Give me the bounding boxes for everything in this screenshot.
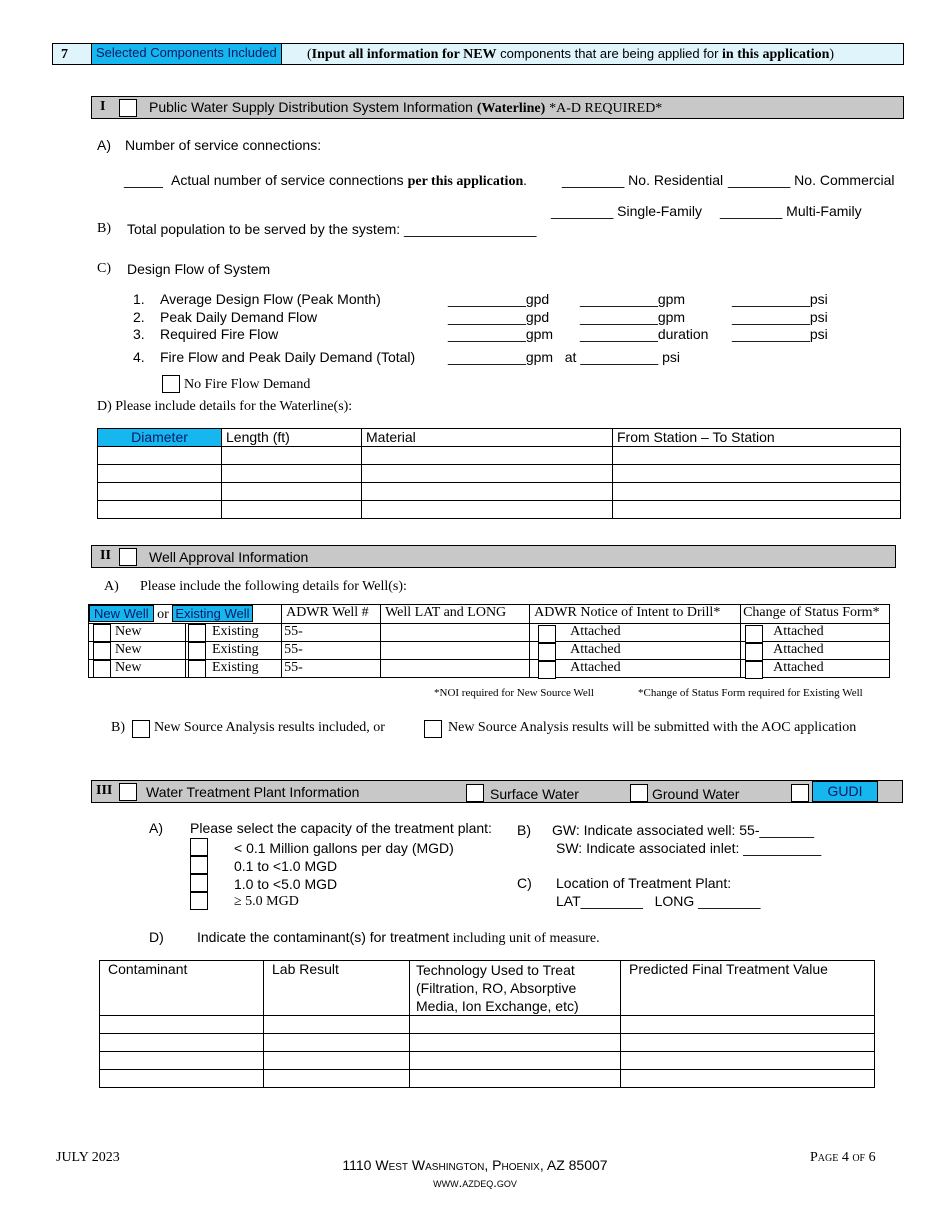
well-existing-cell[interactable] <box>186 624 282 642</box>
I-A-multi-family[interactable]: ________ Multi-Family <box>720 203 862 219</box>
section-II-title: Well Approval Information <box>149 549 309 565</box>
well-noi-label: Attached <box>570 642 621 657</box>
table-cell[interactable] <box>410 1070 621 1088</box>
footer-page: Page 4 of 6 <box>810 1150 876 1165</box>
section-note <box>307 46 834 63</box>
well-header-existing: Existing Well <box>172 605 252 622</box>
table-cell[interactable] <box>621 1016 875 1034</box>
III-A-label: A) <box>149 820 163 836</box>
gudi-label: GUDI <box>812 781 878 802</box>
section-III-roman: III <box>96 783 113 798</box>
table-cell[interactable] <box>613 501 901 519</box>
I-A-commercial[interactable]: ________ No. Commercial <box>728 172 895 188</box>
well-header-adwr: ADWR Well # <box>282 605 381 624</box>
III-D-text-tail: including unit of measure. <box>449 931 600 946</box>
table-cell[interactable] <box>264 1016 410 1034</box>
flow-num: 4. <box>133 349 145 365</box>
footer-website[interactable]: www.azdeq.gov <box>433 1175 517 1190</box>
well-new-cell[interactable] <box>89 624 186 642</box>
well-cos-label: Attached <box>773 660 824 675</box>
well-header-latlong: Well LAT and LONG <box>381 605 530 624</box>
well-noi-label: Attached <box>570 660 621 675</box>
table-cell[interactable] <box>98 501 222 519</box>
ground-water-checkbox[interactable] <box>630 784 648 802</box>
II-B-option-2: New Source Analysis results will be submitted with the AOC application <box>448 720 857 735</box>
capacity-checkbox[interactable] <box>190 892 208 910</box>
contaminant-header-name: Contaminant <box>100 961 264 1016</box>
footer-address: 1110 West Washington, Phoenix, AZ 85007 <box>342 1157 608 1173</box>
well-header-noi: ADWR Notice of Intent to Drill* <box>530 605 741 624</box>
footnote-noi: *NOI required for New Source Well <box>434 687 594 699</box>
new-source-submit-checkbox[interactable] <box>424 720 442 738</box>
capacity-option: ≥ 5.0 MGD <box>234 894 299 909</box>
I-A-per-app: per this application <box>407 174 524 189</box>
table-cell[interactable] <box>222 465 362 483</box>
flow-num: 3. <box>133 326 145 342</box>
existing-checkbox[interactable] <box>188 624 206 642</box>
flow-label: Required Fire Flow <box>160 326 279 342</box>
section-II-roman: II <box>100 548 111 563</box>
III-B-label: B) <box>517 822 531 838</box>
surface-water-checkbox[interactable] <box>466 784 484 802</box>
III-A-text: Please select the capacity of the treatment plant: <box>190 820 492 836</box>
I-A-actual <box>171 172 527 190</box>
flow-field-2[interactable]: __________gpm <box>580 291 686 307</box>
well-cos-label: Attached <box>773 642 824 657</box>
III-C-text: Location of Treatment Plant: <box>556 875 732 891</box>
well-number-cell[interactable]: 55- <box>282 624 381 642</box>
table-cell[interactable] <box>100 1052 264 1070</box>
table-cell[interactable] <box>362 447 613 465</box>
well-cos-cell[interactable] <box>741 660 890 678</box>
well-new-label: New <box>115 624 142 639</box>
well-existing-label: Existing <box>212 624 259 639</box>
table-cell[interactable] <box>410 1034 621 1052</box>
III-C-label: C) <box>517 875 532 891</box>
well-cos-cell[interactable] <box>741 624 890 642</box>
table-row <box>98 501 901 519</box>
note-close: ) <box>829 47 835 62</box>
well-new-cell[interactable] <box>89 660 186 678</box>
table-cell[interactable] <box>100 1016 264 1034</box>
waterline-header-station: From Station – To Station <box>613 429 901 447</box>
capacity-checkbox[interactable] <box>190 838 208 856</box>
well-existing-label: Existing <box>212 642 259 657</box>
surface-water-label: Surface Water <box>490 786 579 802</box>
well-noi-cell[interactable] <box>530 624 741 642</box>
III-D-text <box>197 929 600 947</box>
well-new-label: New <box>115 642 142 657</box>
well-existing-label: Existing <box>212 660 259 675</box>
cos-checkbox[interactable] <box>745 661 763 679</box>
contaminant-header-final: Predicted Final Treatment Value <box>621 961 875 1016</box>
no-fire-flow-label: No Fire Flow Demand <box>184 377 311 392</box>
table-cell[interactable] <box>222 501 362 519</box>
II-B-option-1: New Source Analysis results included, or <box>154 720 385 735</box>
table-row <box>98 447 901 465</box>
I-A-single-family[interactable]: ________ Single-Family <box>551 203 702 219</box>
no-fire-flow-checkbox[interactable] <box>162 375 180 393</box>
existing-checkbox[interactable] <box>188 660 206 678</box>
I-A-blank: _____ <box>124 172 163 188</box>
I-A-residential[interactable]: ________ No. Residential <box>562 172 724 188</box>
section-number: 7 <box>61 47 68 62</box>
waterline-header-material: Material <box>362 429 613 447</box>
well-existing-cell[interactable] <box>186 660 282 678</box>
I-C-text: Design Flow of System <box>127 261 271 277</box>
well-new-cell[interactable] <box>89 642 186 660</box>
table-row <box>98 483 901 501</box>
flow-field-2[interactable]: __________gpm <box>580 309 686 325</box>
flow-field-1[interactable]: __________gpm at __________ psi <box>448 349 680 365</box>
table-row <box>89 624 890 642</box>
contaminant-table <box>99 960 875 1088</box>
cos-checkbox[interactable] <box>745 643 763 661</box>
well-latlong-cell[interactable] <box>381 642 530 660</box>
I-D-text: D) Please include details for the Waterline(s): <box>97 399 353 414</box>
well-header-cos: Change of Status Form* <box>741 605 890 624</box>
table-row <box>98 465 901 483</box>
noi-checkbox[interactable] <box>538 643 556 661</box>
well-noi-cell[interactable] <box>530 660 741 678</box>
table-cell[interactable] <box>613 447 901 465</box>
table-cell[interactable] <box>264 1034 410 1052</box>
existing-checkbox[interactable] <box>188 642 206 660</box>
section-I-title <box>149 99 662 117</box>
I-A-label: A) <box>97 137 111 153</box>
section-title: Selected Components Included <box>91 43 282 65</box>
waterline-table <box>97 428 901 519</box>
well-noi-cell[interactable] <box>530 642 741 660</box>
waterline-header-diameter: Diameter <box>98 429 222 447</box>
I-A-dot: . <box>523 174 527 189</box>
flow-field-2[interactable]: __________duration <box>580 326 709 342</box>
table-cell[interactable] <box>613 465 901 483</box>
capacity-checkbox[interactable] <box>190 874 208 892</box>
footer-date: JULY 2023 <box>56 1150 120 1165</box>
II-A-label: A) <box>104 579 119 594</box>
contaminant-header-lab: Lab Result <box>264 961 410 1016</box>
flow-label: Average Design Flow (Peak Month) <box>160 291 381 307</box>
table-cell[interactable] <box>410 1016 621 1034</box>
table-cell[interactable] <box>98 465 222 483</box>
III-B-gw[interactable]: GW: Indicate associated well: 55-_______ <box>552 822 815 838</box>
capacity-checkbox[interactable] <box>190 856 208 874</box>
note-bold-2: in this application <box>722 47 830 62</box>
I-A-text: Number of service connections: <box>125 137 322 153</box>
table-cell[interactable] <box>264 1070 410 1088</box>
gudi-checkbox[interactable] <box>791 784 809 802</box>
note-bold-1: Input all information for NEW <box>311 47 497 62</box>
well-header-or: or <box>157 607 169 622</box>
cos-checkbox[interactable] <box>745 625 763 643</box>
noi-checkbox[interactable] <box>538 625 556 643</box>
capacity-option: 1.0 to <5.0 MGD <box>234 876 338 892</box>
section-III-checkbox[interactable] <box>119 783 137 801</box>
noi-checkbox[interactable] <box>538 661 556 679</box>
table-cell[interactable] <box>410 1052 621 1070</box>
ground-water-label: Ground Water <box>652 786 740 802</box>
new-checkbox[interactable] <box>93 642 111 660</box>
II-A-text: Please include the following details for Well(s): <box>140 579 407 594</box>
section-III-header <box>91 780 903 803</box>
flow-field-3[interactable]: __________psi <box>732 291 828 307</box>
table-row <box>100 1034 875 1052</box>
I-B-label: B) <box>97 221 111 236</box>
I-C-label: C) <box>97 261 111 276</box>
section-III-title: Water Treatment Plant Information <box>146 784 360 800</box>
table-cell[interactable] <box>621 1034 875 1052</box>
section-I-title-bold: (Waterline) <box>476 101 546 116</box>
flow-field-3[interactable]: __________psi <box>732 326 828 342</box>
well-cos-cell[interactable] <box>741 642 890 660</box>
section-II-checkbox[interactable] <box>119 548 137 566</box>
III-B-sw[interactable]: SW: Indicate associated inlet: __________ <box>556 840 822 856</box>
contaminant-header-technology: Technology Used to Treat (Filtration, RO, Absorptive Media, Ion Exchange, etc) <box>410 961 621 1016</box>
table-cell[interactable] <box>613 483 901 501</box>
table-cell[interactable] <box>100 1034 264 1052</box>
note-mid: components that are being applied for <box>496 46 723 61</box>
capacity-option: 0.1 to <1.0 MGD <box>234 858 338 874</box>
new-source-included-checkbox[interactable] <box>132 720 150 738</box>
new-checkbox[interactable] <box>93 624 111 642</box>
well-table <box>88 604 890 678</box>
flow-field-1[interactable]: __________gpd <box>448 309 550 325</box>
waterline-header-length: Length (ft) <box>222 429 362 447</box>
section-I-checkbox[interactable] <box>119 99 137 117</box>
well-noi-label: Attached <box>570 624 621 639</box>
table-cell[interactable] <box>621 1070 875 1088</box>
table-cell[interactable] <box>362 465 613 483</box>
flow-field-1[interactable]: __________gpm <box>448 326 554 342</box>
flow-num: 1. <box>133 291 145 307</box>
flow-field-1[interactable]: __________gpd <box>448 291 550 307</box>
well-header-new: New Well <box>89 605 154 622</box>
section-II-header <box>91 545 896 568</box>
table-cell[interactable] <box>222 447 362 465</box>
table-cell[interactable] <box>264 1052 410 1070</box>
III-D-label: D) <box>149 929 164 945</box>
table-cell[interactable] <box>100 1070 264 1088</box>
I-B-text[interactable]: Total population to be served by the system: _________________ <box>127 221 537 237</box>
table-cell[interactable] <box>621 1052 875 1070</box>
well-new-label: New <box>115 660 142 675</box>
section-7-header <box>52 43 904 65</box>
well-existing-cell[interactable] <box>186 642 282 660</box>
flow-label: Fire Flow and Peak Daily Demand (Total) <box>160 349 416 365</box>
I-A-actual-text: Actual number of service connections <box>171 172 404 188</box>
table-row <box>89 642 890 660</box>
footnote-cos: *Change of Status Form required for Existing Well <box>638 687 863 699</box>
II-B-label: B) <box>111 720 125 735</box>
capacity-option: < 0.1 Million gallons per day (MGD) <box>234 840 454 856</box>
table-row <box>100 1052 875 1070</box>
section-I-title-text: Public Water Supply Distribution System Information <box>149 99 473 115</box>
table-cell[interactable] <box>222 483 362 501</box>
well-number-cell[interactable]: 55- <box>282 642 381 660</box>
well-number-cell[interactable]: 55- <box>282 660 381 678</box>
section-I-roman: I <box>100 99 106 114</box>
new-checkbox[interactable] <box>93 660 111 678</box>
table-cell[interactable] <box>362 483 613 501</box>
table-cell[interactable] <box>362 501 613 519</box>
table-row <box>89 660 890 678</box>
well-cos-label: Attached <box>773 624 824 639</box>
section-I-required: *A-D REQUIRED* <box>549 101 663 116</box>
table-row <box>100 1070 875 1088</box>
section-I-header <box>91 96 904 119</box>
III-C-latlong[interactable]: LAT________ LONG ________ <box>556 893 761 909</box>
flow-num: 2. <box>133 309 145 325</box>
III-D-text-main: Indicate the contaminant(s) for treatment <box>197 929 450 945</box>
flow-field-3[interactable]: __________psi <box>732 309 828 325</box>
well-header-type <box>89 605 282 624</box>
table-cell[interactable] <box>98 447 222 465</box>
table-row <box>100 1016 875 1034</box>
well-latlong-cell[interactable] <box>381 624 530 642</box>
well-latlong-cell[interactable] <box>381 660 530 678</box>
note-open: ( <box>307 47 312 62</box>
table-cell[interactable] <box>98 483 222 501</box>
flow-label: Peak Daily Demand Flow <box>160 309 318 325</box>
